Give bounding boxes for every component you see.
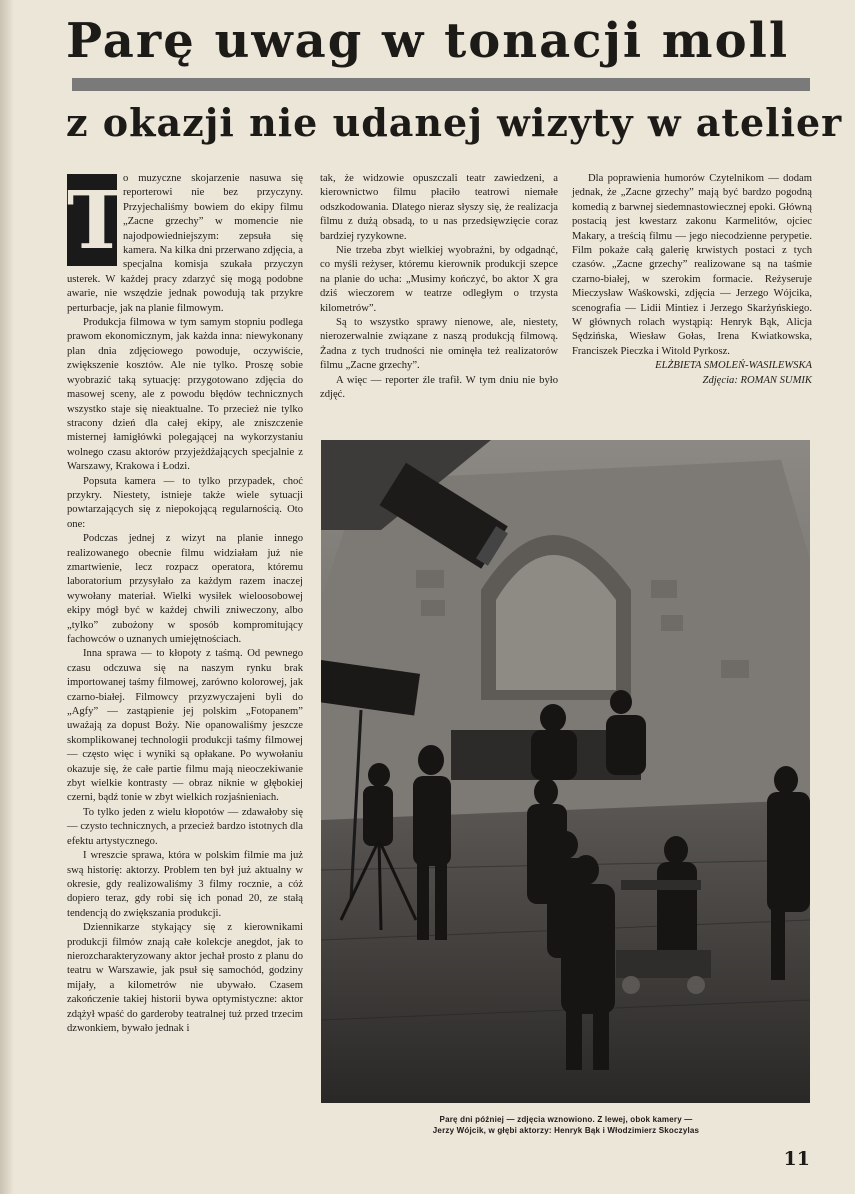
headline-line-2: z okazji nie udanej wizyty w atelier [66, 100, 843, 145]
drop-cap: T [67, 173, 127, 267]
paragraph: Produkcja filmowa w tym samym stopniu podlega prawom ekonomicznym, jak każda inna: niewykonany plan dnia zdjęciowego powoduje, oczywiście, zwiększenie kosztów. Ale nie tylko. Proszę sobie wyobrazić taką sytuację: przygotowano zdjęcia do masowej sceny, ale z powodu błędów technicznych wszystko staje się nieaktualne. To przecież nie tylko stracony dzień dla całej ekipy, ale zniszczenie misternej łamigłówki polegającej na wykorzystaniu wolnego czasu aktorów przyjeżdżających specjalnie z Warszawy, Krakowa i Łodzi. [67, 317, 303, 473]
headline-line-1: Parę uwag w tonacji moll [66, 13, 790, 69]
paragraph: Dziennikarze stykający się z kierownikami produkcji filmów znają całe kolekcje anegdot, jak to nierozcharakteryzowany aktor jechał prosto z planu do teatru w Warszawie, jak psuł się samochód, godziny mijały, a kilometrów nie ubywało. Czasem zakończenie takiej historii bywa optymistyczne: aktor zdążył wpaść do garderoby teatralnej tuż przed trzecim dzwonkiem, bywało jednak i [67, 922, 303, 1034]
paragraph: I wreszcie sprawa, która w polskim filmie ma już swą historię: aktorzy. Problem ten był już aktualny w okresie, gdy realizowaliśmy 3 filmy rocznie, a cóż dopiero teraz, gdy robi się ich ponad 20, ze stałą tendencją do zwiększania produkcji. [67, 850, 303, 919]
film-set-photo [321, 440, 810, 1103]
headline-rule [72, 78, 810, 91]
photo-credit: Zdjęcia: ROMAN SUMIK [702, 374, 812, 386]
article-column-2 [320, 172, 558, 403]
paragraph: o muzyczne skojarzenie nasuwa się reporterowi nie bez przyczyny. Przyjechaliśmy bowiem do ekipy filmu „Zacne grzechy” w momencie nie najodpowiedniejszym: zepsuła się kamera. Na kilka dni przerwano zdjęcia, a specjalna komisja szukała przyczyn usterek. W każdej pracy zdarzyć się mogą podobne awarie, nie wszędzie jednak powodują tak przykre perturbacje, jak na planie filmowym. [67, 173, 303, 314]
article-column-1 [67, 172, 303, 1036]
paragraph: Inna sprawa — to kłopoty z taśmą. Od pewnego czasu odczuwa się na naszym rynku brak importowanej taśmy filmowej, zarówno kolorowej, jak czarno-białej. Filmowcy przyzwyczajeni byli do „Agfy” — zastąpienie jej polskim „Fotopanem” uważają za dopust Boży. Nie opanowaliśmy jeszcze skomplikowanej technologii produkcji taśmy filmowej — często więc i wyniki są opłakane. Po wywołaniu okazuje się, że całe partie filmu mają nieoczekiwanie zbyt wielkie kontrasty — obraz niknie w głębokiej czerni, bądź tonie w zbyt wielkich rozjaśnieniach. [67, 648, 303, 804]
page-edge-shadow [0, 0, 14, 1194]
paragraph: Popsuta kamera — to tylko przypadek, choć przykry. Niestety, istnieje także wiele sytuacji powtarzających się z niepokojącą regularnością. Oto one: [67, 475, 303, 530]
paragraph: Są to wszystko sprawy nienowe, ale, niestety, nierozerwalnie związane z naszą produkcją filmową. Żadna z tych trudności nie ominęła też realizatorów filmu „Zacne grzechy”. [320, 317, 558, 372]
photo-illustration [321, 440, 810, 1103]
article-column-3 [572, 172, 812, 388]
caption-line-2: Jerzy Wójcik, w głębi aktorzy: Henryk Bąk i Włodzimierz Skoczylas [432, 1126, 700, 1135]
paragraph: Podczas jednej z wizyt na planie innego realizowanego obecnie filmu widziałam już nie zmartwienie, lecz rozpacz operatora, któremu laboratorium przysyłało za każdym razem inaczej wywołany materiał. Wielki wysiłek wieloosobowej ekipy mógł być w każdej chwili zniweczony, albo „tylko” zubożony w sposób kompromitujący fachowców o uznanych umiejętnościach. [67, 533, 303, 645]
paragraph: To tylko jeden z wielu kłopotów — zdawałoby się — czysto technicznych, a przecież bardzo istotnych dla efektu artystycznego. [67, 806, 303, 847]
caption-line-1: Parę dni później — zdjęcia wznowiono. Z lewej, obok kamery — [439, 1115, 693, 1124]
photo-caption [322, 1114, 810, 1136]
author-signature: ELŻBIETA SMOLEŃ-WASILEWSKA [655, 360, 812, 372]
paragraph: tak, że widzowie opuszczali teatr zawiedzeni, a kierownictwo filmu płaciło teatrowi niemałe odszkodowania. Dlatego nieraz słyszy się, że realizacja filmu z dużą obsadą, to u nas przedsięwzięcie coraz bardziej ryzykowne. [320, 173, 558, 242]
paragraph: Dla poprawienia humorów Czytelnikom — dodam jednak, że „Zacne grzechy” mają być bardzo pogodną komedią z barwnej siedemnastowiecznej epoki. Główną postacią jest kwestarz zakonu Karmelitów, ojciec Makary, a treścią filmu — jego niecodzienne perypetie. Film pokaże całą galerię krwistych postaci z tych czasów. „Zacne grzechy” realizowane są na taśmie czarno-białej, w szerokim formacie. Reżyseruje Mieczysław Waśkowski, zdjęcia — Jerzego Wójcika, scenografia — Lidii Mintiez i Jerzego Skarżyńskiego. W głównych rolach wystąpią: Henryk Bąk, Alicja Sędzińska, Wiesław Gołas, Irena Kwiatkowska, Franciszek Pieczka i Witold Pyrkosz. [572, 173, 812, 357]
page-number: 11 [783, 1148, 810, 1170]
paragraph: Nie trzeba zbyt wielkiej wyobraźni, by odgadnąć, co myśli reżyser, któremu kierownik produkcji szepce na planie do ucha: „Musimy kończyć, bo aktor X gra dziś wieczorem w teatrze odległym o trzysta kilometrów”. [320, 245, 558, 314]
paragraph: A więc — reporter źle trafił. W tym dniu nie było zdjęć. [320, 374, 558, 401]
